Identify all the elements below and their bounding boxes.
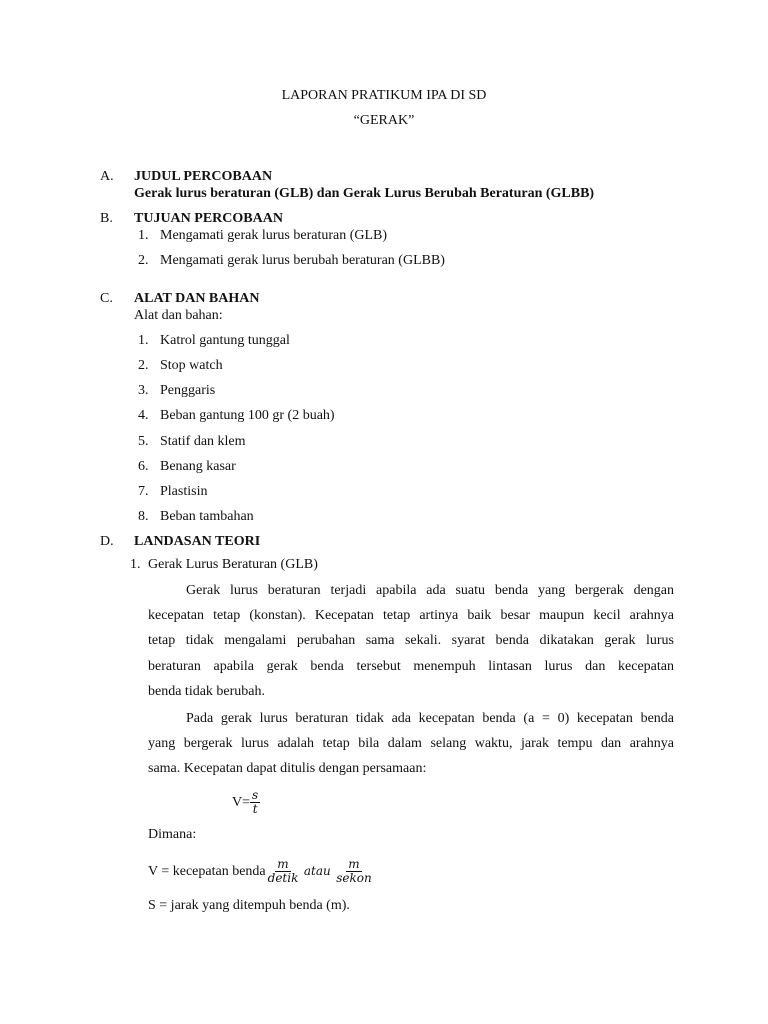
paragraph-line: benda tidak berubah. (148, 684, 266, 699)
list-text: Penggaris (160, 383, 216, 398)
list-item (138, 228, 387, 244)
atau-word: atau (303, 864, 331, 878)
distance-definition: S = jarak yang ditempuh benda (m). (148, 898, 350, 913)
list-item (138, 333, 290, 349)
list-item (138, 253, 445, 269)
velocity-definition (148, 855, 374, 888)
list-item (138, 459, 236, 475)
list-text: Statif dan klem (160, 434, 246, 449)
list-item (138, 509, 254, 525)
section-c-intro: Alat dan bahan: (134, 308, 223, 323)
section-d-letter: D. (100, 534, 114, 549)
paragraph-line: Pada gerak lurus beraturan tidak ada kecepatan benda (a = 0) kecepatan benda (186, 711, 674, 726)
list-number: 6. (138, 459, 149, 474)
section-a-subtitle: Gerak lurus beraturan (GLB) dan Gerak Lurus Berubah Beraturan (GLBB) (134, 186, 595, 201)
list-text: Beban gantung 100 gr (2 buah) (160, 408, 335, 423)
list-text: Stop watch (160, 358, 223, 373)
fraction-denominator: sekon (336, 871, 372, 886)
list-number: 3. (138, 383, 149, 398)
list-number: 2. (138, 253, 149, 268)
fraction-numerator: s (252, 788, 259, 803)
section-d-heading: LANDASAN TEORI (134, 534, 261, 549)
formula-fraction (250, 789, 260, 816)
unit-fraction-2 (334, 858, 373, 885)
list-text: Mengamati gerak lurus beraturan (GLB) (160, 228, 388, 243)
subsection-number: 1. (130, 557, 141, 572)
dimana-label: Dimana: (148, 827, 197, 842)
list-item (138, 358, 223, 374)
list-number: 5. (138, 434, 149, 449)
section-b-letter: B. (100, 211, 113, 226)
list-number: 8. (138, 509, 149, 524)
formula-lhs: V= (232, 795, 251, 810)
definition-text: V = kecepatan benda (148, 864, 266, 879)
report-title: LAPORAN PRATIKUM IPA DI SD (281, 88, 487, 103)
list-item (138, 484, 207, 500)
section-b-heading: TUJUAN PERCOBAAN (134, 211, 283, 226)
paragraph-line: kecepatan tetap (konstan). Kecepatan tetap artinya baik besar maupun kecil arahnya (148, 608, 674, 623)
subsection-glb (130, 557, 318, 573)
section-c-heading: ALAT DAN BAHAN (134, 291, 260, 306)
list-item (138, 383, 215, 399)
list-number: 4. (138, 408, 149, 423)
list-item (138, 434, 246, 450)
list-number: 1. (138, 333, 149, 348)
list-text: Plastisin (160, 484, 208, 499)
list-number: 1. (138, 228, 149, 243)
paragraph-line: Gerak lurus beraturan terjadi apabila ada suatu benda yang bergerak dengan (186, 583, 674, 598)
paragraph-line: yang bergerak lurus adalah tetap bila dalam selang waktu, jarak tempu dan arahnya (148, 736, 674, 751)
list-number: 2. (138, 358, 149, 373)
fraction-numerator: m (348, 857, 360, 872)
paragraph-line: tetap tidak mengalami perubahan sama sekali. syarat benda dikatakan gerak lurus (148, 633, 674, 648)
subsection-title: Gerak Lurus Beraturan (GLB) (148, 557, 318, 572)
velocity-formula (232, 788, 260, 818)
list-text: Beban tambahan (160, 509, 254, 524)
fraction-numerator: m (277, 857, 289, 872)
fraction-denominator: t (252, 802, 258, 817)
list-text: Benang kasar (160, 459, 236, 474)
section-a-letter: A. (100, 169, 114, 184)
section-c-letter: C. (100, 291, 113, 306)
list-item (138, 408, 335, 424)
fraction-denominator: detik (267, 871, 299, 886)
report-subtitle: “GERAK” (353, 113, 415, 128)
list-text: Katrol gantung tunggal (160, 333, 290, 348)
section-a-heading: JUDUL PERCOBAAN (134, 169, 273, 184)
list-text: Mengamati gerak lurus berubah beraturan (GLBB) (160, 253, 445, 268)
paragraph-line: beraturan apabila gerak benda tersebut menempuh lintasan lurus dan kecepatan (148, 659, 674, 674)
list-number: 7. (138, 484, 149, 499)
paragraph-line: sama. Kecepatan dapat ditulis dengan persamaan: (148, 761, 427, 776)
unit-fraction-1 (266, 858, 301, 885)
